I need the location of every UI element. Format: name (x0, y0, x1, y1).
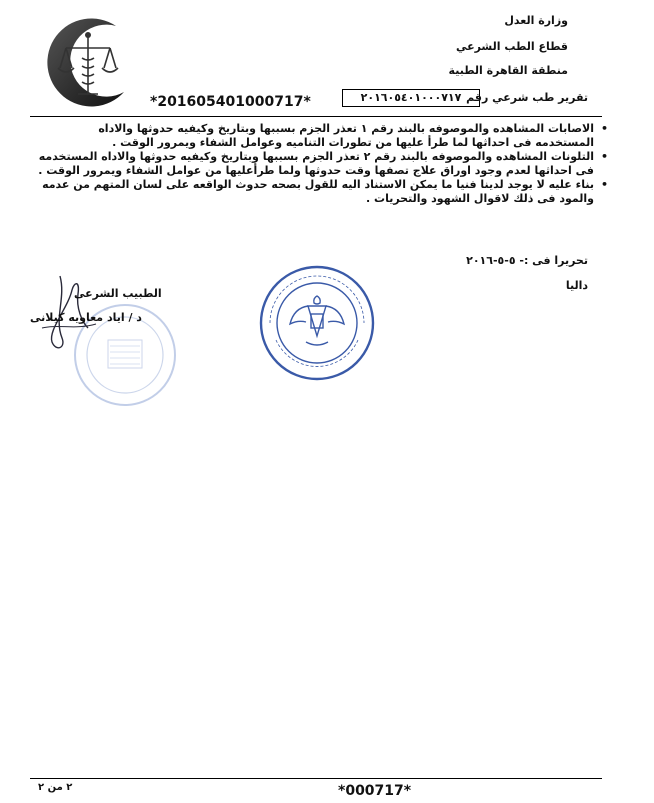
scales-of-justice-logo (38, 14, 138, 114)
recipient-name: داليا (565, 279, 588, 292)
findings-list (36, 122, 608, 206)
report-number-box: ٢٠١٦٠٥٤٠١٠٠٠٧١٧ (342, 89, 480, 107)
footer-divider (30, 778, 602, 779)
footer-code: *000717* (338, 783, 412, 799)
signatory-name: د / اياد معاويه كيلانى (30, 311, 142, 324)
report-number-label: تقرير طب شرعي رقم (466, 91, 588, 104)
list-item: • الاصابات المشاهده والموصوفه بالبند رقم ١ تعذر الجزم بسببها وبتاريخ وكيفيه حدوثها والاداه المستخدمه فى احداثها لما طرأ عليها من تطورات التناميه وعوامل الشفاء ويمرور الوقت . (98, 122, 608, 149)
official-eagle-stamp-icon (256, 262, 378, 384)
header-divider (30, 116, 602, 117)
sector-name: قطاع الطب الشرعي (455, 40, 568, 53)
barcode-text: *201605401000717* (150, 94, 311, 110)
list-item: • بناء عليه لا يوجد لدينا فنيا ما يمكن الاستناد اليه للقول بصحه حدوث الواقعه على لسان المتهم من عدمه والمود فى ذلك لاقوال الشهود والتحريات . (42, 178, 608, 205)
issue-date: تحريرا فى :- ٥-٥-٢٠١٦ (466, 254, 588, 267)
region-name: منطقة القاهرة الطبية (448, 64, 568, 77)
page-number: ٢ من ٢ (38, 782, 73, 793)
list-item: • التلونات المشاهده والموصوفه بالبند رقم ٢ تعذر الجزم بسببها وبتاريخ وكيفيه حدوثها والاداه المستخدمه فى احداثها لعدم وجود اوراق علاج تصفها وقت حدوثها ولما طرأعليها من عوامل الشفاء ويمرور الوقت . (38, 150, 608, 177)
ministry-name: وزارة العدل (504, 14, 568, 27)
signatory-title: الطبيب الشرعى (74, 287, 162, 300)
